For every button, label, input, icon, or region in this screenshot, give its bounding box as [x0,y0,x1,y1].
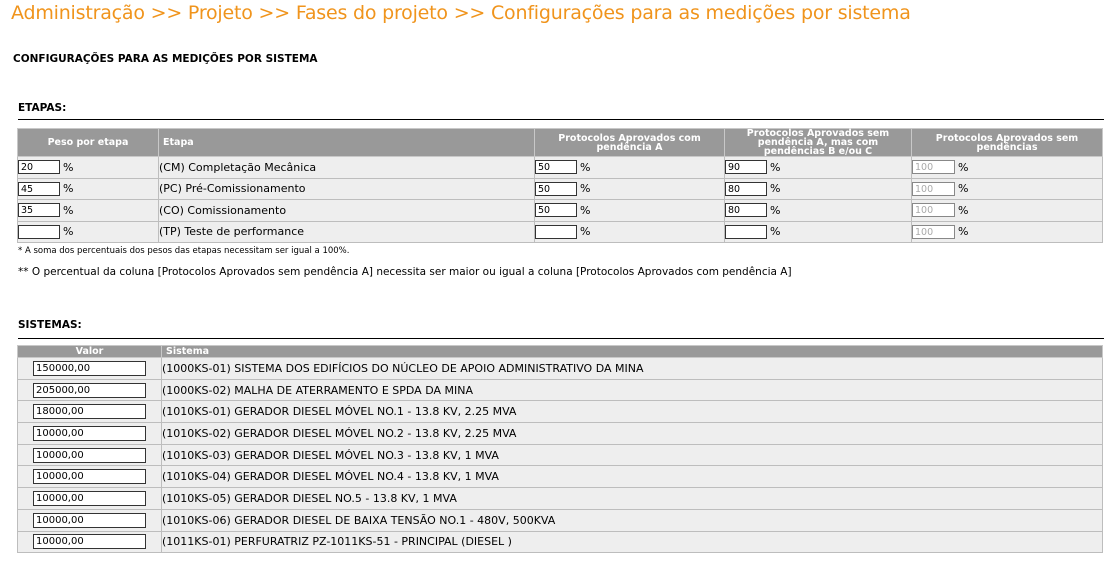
percent-label: % [958,203,969,217]
breadcrumb-current-page: Configurações para as medições por sistema [490,2,911,24]
header-sem-pendencia-a: Protocolos Aprovados sem pendência A, mas com pendências B e/ou C [725,129,912,157]
com-pendencia-a-input[interactable] [535,225,577,239]
percent-label: % [580,203,591,217]
etapa-label: (TP) Teste de performance [159,221,535,243]
com-pendencia-a-input[interactable]: 50 [535,160,577,174]
valor-input[interactable]: 10000,00 [33,513,146,528]
sistemas-section-title: SISTEMAS: [18,319,82,331]
valor-input[interactable]: 18000,00 [33,404,146,419]
sistema-label: (1010KS-06) GERADOR DIESEL DE BAIXA TENSÃO NO.1 - 480V, 500KVA [162,509,1103,531]
sistema-row [18,466,1103,488]
breadcrumb-separator: >> [453,2,486,24]
sistema-label: (1010KS-04) GERADOR DIESEL MÓVEL NO.4 - 13.8 KV, 1 MVA [162,466,1103,488]
sistema-label: (1010KS-05) GERADOR DIESEL NO.5 - 13.8 KV, 1 MVA [162,488,1103,510]
percent-label: % [63,225,74,239]
sistema-label: (1010KS-03) GERADOR DIESEL MÓVEL NO.3 - 13.8 KV, 1 MVA [162,444,1103,466]
sem-pendencias-input: 100 [912,225,955,239]
sistema-label: (1000KS-01) SISTEMA DOS EDIFÍCIOS DO NÚCLEO DE APOIO ADMINISTRATIVO DA MINA [162,358,1103,380]
sistema-row [18,531,1103,553]
etapa-row [18,178,1103,200]
sem-pendencia-a-input[interactable]: 80 [725,203,767,217]
etapas-section-title: ETAPAS: [18,102,67,114]
breadcrumb [11,2,911,24]
sem-pendencia-a-input[interactable] [725,225,767,239]
percent-label: % [958,182,969,196]
etapas-divider [18,119,1104,120]
peso-input[interactable]: 45 [18,182,60,196]
breadcrumb-administracao[interactable]: Administração [11,2,145,24]
valor-input[interactable]: 10000,00 [33,426,146,441]
sistema-label: (1010KS-01) GERADOR DIESEL MÓVEL NO.1 - 13.8 KV, 2.25 MVA [162,401,1103,423]
percent-label: % [580,225,591,239]
percent-label: % [580,182,591,196]
percent-label: % [63,203,74,217]
sem-pendencias-input: 100 [912,160,955,174]
valor-input[interactable]: 150000,00 [33,361,146,376]
sistemas-divider [18,338,1104,339]
breadcrumb-separator: >> [150,2,183,24]
peso-input[interactable]: 35 [18,203,60,217]
sistema-label: (1011KS-01) PERFURATRIZ PZ-1011KS-51 - PRINCIPAL (DIESEL ) [162,531,1103,553]
header-etapa: Etapa [159,129,535,157]
etapa-label: (PC) Pré-Comissionamento [159,178,535,200]
sem-pendencia-a-input[interactable]: 80 [725,182,767,196]
etapas-table [17,128,1103,243]
percent-label: % [63,182,74,196]
sistema-row [18,358,1103,380]
sem-pendencias-input: 100 [912,203,955,217]
header-sistema: Sistema [162,346,1103,358]
sistemas-table [17,345,1103,553]
sistema-label: (1010KS-02) GERADOR DIESEL MÓVEL NO.2 - 13.8 KV, 2.25 MVA [162,423,1103,445]
com-pendencia-a-input[interactable]: 50 [535,203,577,217]
valor-input[interactable]: 10000,00 [33,491,146,506]
peso-input[interactable]: 20 [18,160,60,174]
sistema-row [18,423,1103,445]
percent-label: % [770,203,781,217]
valor-input[interactable]: 205000,00 [33,383,146,398]
sistemas-header-row [18,346,1103,358]
valor-input[interactable]: 10000,00 [33,448,146,463]
etapa-label: (CM) Completação Mecânica [159,157,535,179]
valor-input[interactable]: 10000,00 [33,534,146,549]
etapa-row [18,221,1103,243]
etapas-header-row [18,129,1103,157]
percent-label: % [63,160,74,174]
header-valor: Valor [18,346,162,358]
etapa-row [18,157,1103,179]
sistema-row [18,509,1103,531]
sistema-row [18,401,1103,423]
percent-label: % [770,160,781,174]
sistema-label: (1000KS-02) MALHA DE ATERRAMENTO E SPDA DA MINA [162,379,1103,401]
sem-pendencia-a-input[interactable]: 90 [725,160,767,174]
sem-pendencias-input: 100 [912,182,955,196]
etapa-label: (CO) Comissionamento [159,200,535,222]
com-pendencia-a-input[interactable]: 50 [535,182,577,196]
percent-label: % [958,160,969,174]
percent-label: % [580,160,591,174]
sistema-row [18,379,1103,401]
note-peso-sum: * A soma dos percentuais dos pesos das etapas necessitam ser igual a 100%. [18,246,350,256]
sistema-row [18,444,1103,466]
header-peso: Peso por etapa [18,129,159,157]
breadcrumb-projeto[interactable]: Projeto [187,2,253,24]
percent-label: % [770,225,781,239]
etapa-row [18,200,1103,222]
percent-label: % [770,182,781,196]
header-sem-pendencias: Protocolos Aprovados sem pendências [912,129,1103,157]
sistema-row [18,488,1103,510]
header-com-pendencia-a: Protocolos Aprovados com pendência A [535,129,725,157]
percent-label: % [958,225,969,239]
breadcrumb-fases-do-projeto[interactable]: Fases do projeto [295,2,448,24]
note-percent-rule: ** O percentual da coluna [Protocolos Aprovados sem pendência A] necessita ser maior ou igual a coluna [Protocolos Aprovados com pendência A] [18,266,792,278]
valor-input[interactable]: 10000,00 [33,469,146,484]
breadcrumb-separator: >> [258,2,290,24]
peso-input[interactable] [18,225,60,239]
page-title: CONFIGURAÇÕES PARA AS MEDIÇÕES POR SISTEMA [13,53,318,65]
